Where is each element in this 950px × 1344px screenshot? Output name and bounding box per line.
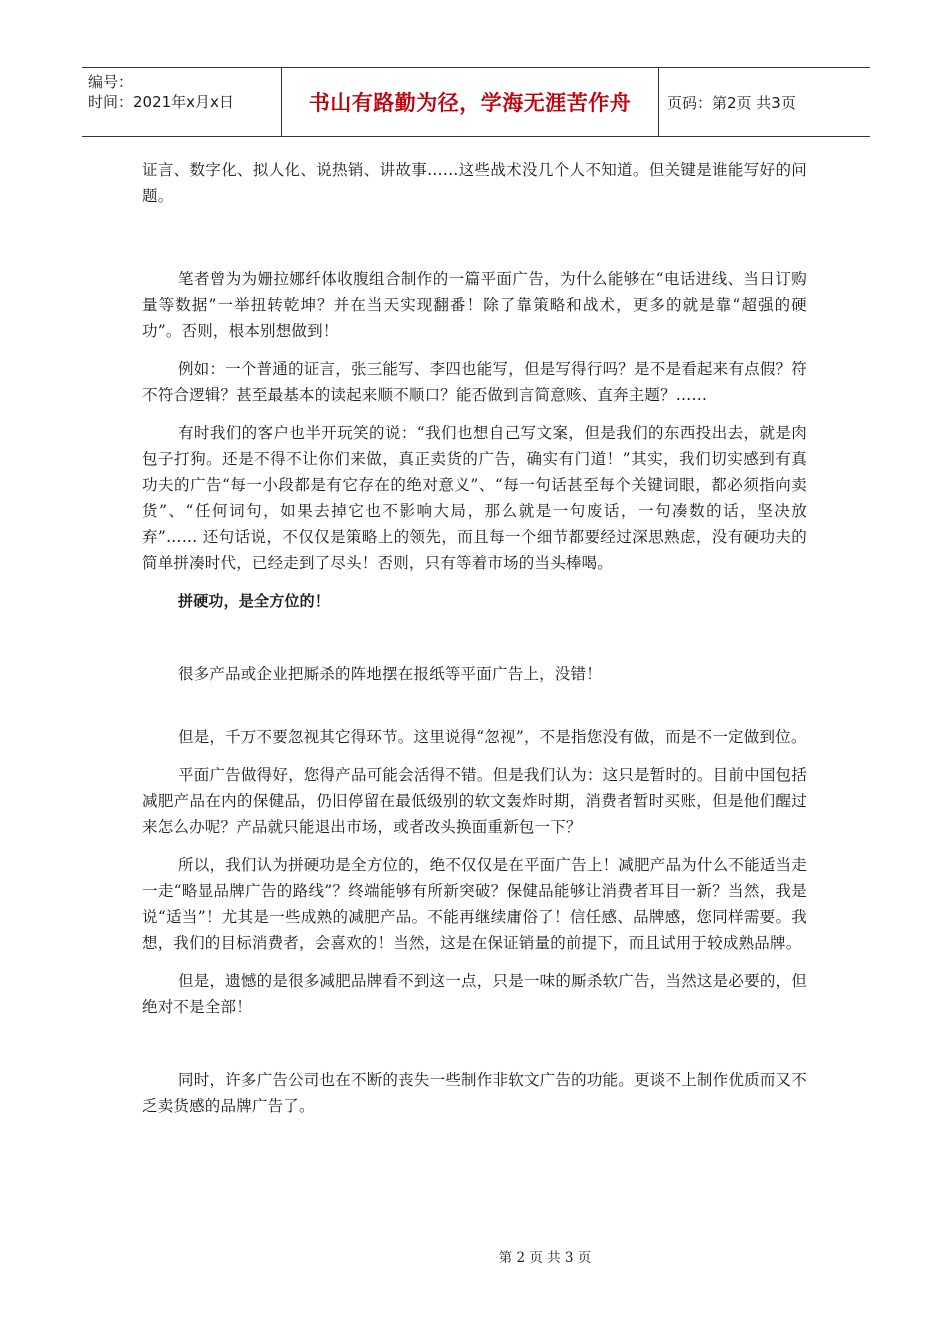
paragraph: 但是，遗憾的是很多减肥品牌看不到这一点，只是一味的厮杀软广告，当然这是必要的，但绝对不是全部！ xyxy=(142,972,807,1016)
section-heading: 拼硬功，是全方位的！ xyxy=(178,592,331,610)
header-meta xyxy=(82,68,282,136)
paragraph: 同时，许多广告公司也在不断的丧失一些制作非软文广告的功能。更谈不上制作优质而又不乏卖货感的品牌广告了。 xyxy=(142,1071,807,1115)
paragraph: 平面广告做得好，您得产品可能会活得不错。但是我们认为：这只是暂时的。目前中国包括减肥产品在内的保健品，仍旧停留在最低级别的软文轰炸时期，消费者暂时买账，但是他们醒过来怎么办呢？产品就只能退出市场，或者改头换面重新包一下？ xyxy=(142,766,807,836)
paragraph: 很多产品或企业把厮杀的阵地摆在报纸等平面广告上，没错！ xyxy=(178,665,602,683)
header-motto: 书山有路勤为径，学海无涯苦作舟 xyxy=(282,68,659,136)
paragraph: 笔者曾为为姗拉娜纤体收腹组合制作的一篇平面广告，为什么能够在“电话进线、当日订购量等数据”一举扭转乾坤？并在当天实现翻番！除了靠策略和战术，更多的就是靠“超强的硬功”。否则，根本别想做到！ xyxy=(142,270,807,340)
paragraph: 但是，千万不要忽视其它得环节。这里说得“忽视”，不是指您没有做，而是不一定做到位。 xyxy=(178,728,807,746)
page-footer: 第 2 页 共 3 页 xyxy=(498,1250,592,1266)
page-header xyxy=(82,67,870,137)
header-number: 编号： xyxy=(88,73,134,91)
header-page-info: 页码：第2页 共3页 xyxy=(667,93,796,112)
paragraph: 有时我们的客户也半开玩笑的说：“我们也想自己写文案，但是我们的东西投出去，就是肉包子打狗。还是不得不让你们来做，真正卖货的广告，确实有门道！”其实，我们切实感到有真功夫的广告“每一小段都是有它存在的绝对意义”、“每一句话甚至每个关键词眼，都必须指向卖货”、“任何词句，如果去掉它也不影响大局，那么就是一句废话，一句凑数的话，坚决放弃”…… 还句话说，不仅仅是策略上的领先，而且每一个细节都要经过深思熟虑，没有硬功夫的简单拼凑时代，已经走到了尽头！否则，只有等着市场的当头棒喝。 xyxy=(142,424,807,572)
paragraph: 所以，我们认为拼硬功是全方位的，绝不仅仅是在平面广告上！减肥产品为什么不能适当走一走“略显品牌广告的路线”？终端能够有所新突破？保健品能够让消费者耳目一新？当然，我是说“适当”！尤其是一些成熟的减肥产品。不能再继续庸俗了！信任感、品牌感，您同样需要。我想，我们的目标消费者，会喜欢的！当然，这是在保证销量的前提下，而且试用于较成熟品牌。 xyxy=(142,856,807,952)
paragraph: 证言、数字化、拟人化、说热销、讲故事……这些战术没几个人不知道。但关键是谁能写好的问题。 xyxy=(142,161,807,205)
header-time: 时间：2021年x月x日 xyxy=(88,93,234,111)
document-body xyxy=(142,157,807,1119)
paragraph: 例如：一个普通的证言，张三能写、李四也能写，但是写得行吗？是不是看起来有点假？符不符合逻辑？甚至最基本的读起来顺不顺口？能否做到言简意赅、直奔主题？…… xyxy=(142,360,807,404)
